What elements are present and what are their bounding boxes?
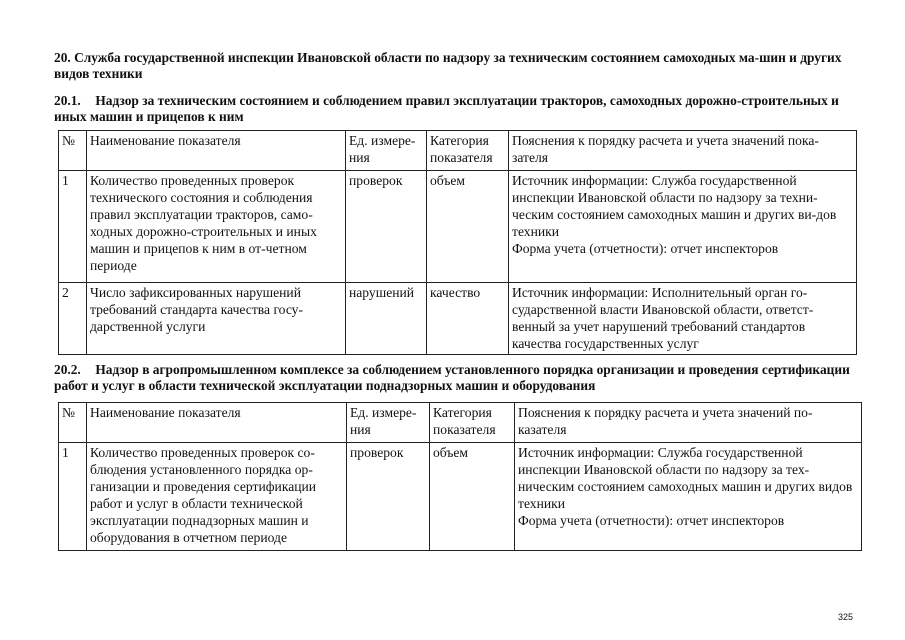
row-no: 1 bbox=[59, 443, 87, 551]
page-number: 325 bbox=[838, 612, 854, 622]
row-category: качество bbox=[427, 283, 509, 355]
column-header-name: Наименование показателя bbox=[87, 403, 347, 443]
row-name: Количество проведенных проверок технического состояния и соблюдения правил эксплуатации тракторов, само-ходных дорожно-строительных и иных машин и прицепов к ним в от-четном периоде bbox=[87, 171, 346, 283]
column-header-no: № bbox=[59, 403, 87, 443]
row-unit: нарушений bbox=[346, 283, 427, 355]
row-no: 2 bbox=[59, 283, 87, 355]
row-name: Количество проведенных проверок со-блюдения установленного порядка ор-ганизации и проведения сертификации работ и услуг в области технической эксплуатации поднадзорных машин и оборудования в отчетном периоде bbox=[87, 443, 347, 551]
column-header-notes: Пояснения к порядку расчета и учета значений пока-зателя bbox=[509, 131, 857, 171]
row-unit: проверок bbox=[346, 171, 427, 283]
table-row bbox=[59, 443, 862, 551]
row-category: объем bbox=[427, 171, 509, 283]
row-notes: Источник информации: Служба государственной инспекции Ивановской области по надзору за техни-ческим состоянием самоходных машин и других ви-дов техники Форма учета (отчетности): отчет инспекторов bbox=[509, 171, 857, 283]
subsection-title: Надзор в агропромышленном комплексе за соблюдением установленного порядка организации и проведения сертификации работ и услуг в области технической эксплуатации поднадзорных машин и оборудования bbox=[54, 362, 850, 393]
indicators-table bbox=[58, 402, 862, 551]
table-header-row bbox=[59, 131, 857, 171]
row-unit: проверок bbox=[347, 443, 430, 551]
subsection-heading bbox=[54, 93, 854, 125]
column-header-no: № bbox=[59, 131, 87, 171]
table-row bbox=[59, 283, 857, 355]
column-header-unit: Ед. измере-ния bbox=[347, 403, 430, 443]
column-header-notes: Пояснения к порядку расчета и учета значений по-казателя bbox=[515, 403, 862, 443]
row-no: 1 bbox=[59, 171, 87, 283]
column-header-category: Категория показателя bbox=[430, 403, 515, 443]
indicators-table bbox=[58, 130, 857, 355]
subsection-title: Надзор за техническим состоянием и соблюдением правил эксплуатации тракторов, самоходных дорожно-строительных и иных машин и прицепов к ним bbox=[54, 93, 839, 124]
row-notes: Источник информации: Исполнительный орган го-сударственной власти Ивановской области, ответст-венный за учет нарушений требований стандартов качества государственных услуг bbox=[509, 283, 857, 355]
row-name: Число зафиксированных нарушений требований стандарта качества госу-дарственной услуги bbox=[87, 283, 346, 355]
subsection-number: 20.2. bbox=[54, 362, 81, 377]
column-header-name: Наименование показателя bbox=[87, 131, 346, 171]
row-notes: Источник информации: Служба государственной инспекции Ивановской области по надзору за тех-ническим состоянием самоходных машин и других видов техники Форма учета (отчетности): отчет инспекторов bbox=[515, 443, 862, 551]
table-header-row bbox=[59, 403, 862, 443]
section-title: 20. Служба государственной инспекции Ивановской области по надзору за техническим состоянием самоходных ма-шин и других видов техники bbox=[54, 50, 842, 81]
table-row bbox=[59, 171, 857, 283]
row-category: объем bbox=[430, 443, 515, 551]
subsection-number: 20.1. bbox=[54, 93, 81, 108]
column-header-unit: Ед. измере-ния bbox=[346, 131, 427, 171]
column-header-category: Категория показателя bbox=[427, 131, 509, 171]
subsection-heading bbox=[54, 362, 854, 394]
